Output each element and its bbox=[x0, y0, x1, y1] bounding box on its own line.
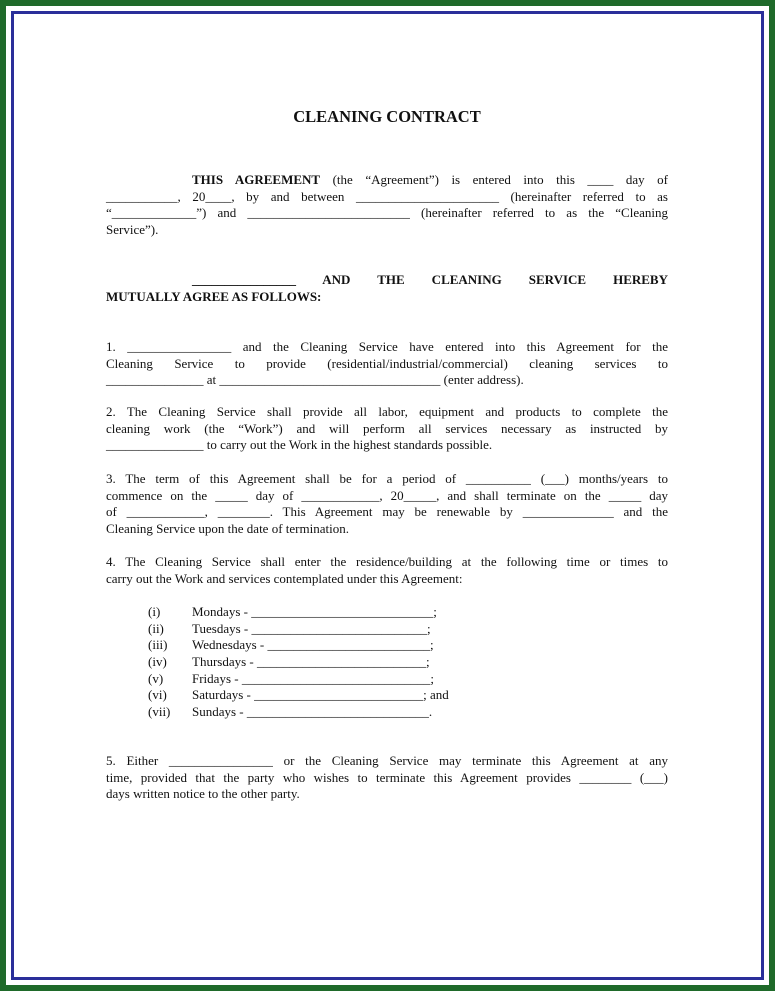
clause-5-line-3: days written notice to the other party. bbox=[106, 786, 300, 802]
schedule-row-friday bbox=[148, 671, 548, 688]
intro-line-4: Service”). bbox=[106, 222, 159, 238]
schedule-num: (vi) bbox=[148, 687, 167, 703]
intro-line-2: ___________, 20____, by and between ______________________ (hereinafter referred to as bbox=[106, 188, 668, 204]
mutual-agreement-heading bbox=[106, 272, 668, 305]
clause-3-line-4: Cleaning Service upon the date of termination. bbox=[106, 521, 349, 537]
clause-1-line-2: Cleaning Service to provide (residential/industrial/commercial) cleaning services to bbox=[106, 355, 668, 371]
clause-5 bbox=[106, 753, 668, 803]
clause-3-line-1: 3. The term of this Agreement shall be for a period of __________ (___) months/years to bbox=[106, 471, 668, 486]
intro-line-1-text: (the “Agreement”) is entered into this ____ day of bbox=[320, 172, 668, 187]
schedule-text: Fridays - _____________________________; bbox=[192, 670, 434, 686]
clause-5-line-2: time, provided that the party who wishes to terminate this Agreement provides ________ (___) bbox=[106, 769, 668, 785]
schedule-row-monday bbox=[148, 604, 548, 621]
schedule-list bbox=[148, 604, 548, 721]
clause-2-line-2: cleaning work (the “Work”) and will perform all services necessary as instructed by bbox=[106, 420, 668, 436]
schedule-text: Mondays - ____________________________; bbox=[192, 604, 437, 619]
schedule-text: Saturdays - __________________________; and bbox=[192, 687, 449, 703]
clause-2-line-1: 2. The Cleaning Service shall provide all labor, equipment and products to complete the bbox=[106, 404, 668, 419]
clause-1-line-3: _______________ at __________________________________ (enter address). bbox=[106, 372, 524, 388]
schedule-text: Sundays - ____________________________. bbox=[192, 704, 433, 720]
clause-5-line-1: 5. Either ________________ or the Cleaning Service may terminate this Agreement at any bbox=[106, 753, 668, 768]
clause-4-line-1: 4. The Cleaning Service shall enter the residence/building at the following time or times to bbox=[106, 554, 668, 569]
schedule-row-wednesday bbox=[148, 637, 548, 654]
document-title: CLEANING CONTRACT bbox=[293, 107, 481, 126]
schedule-row-saturday bbox=[148, 687, 548, 704]
clause-4 bbox=[106, 554, 668, 587]
intro-line-1 bbox=[106, 172, 668, 189]
clause-3-line-2: commence on the _____ day of ____________, 20_____, and shall terminate on the _____ day bbox=[106, 487, 668, 503]
schedule-row-sunday bbox=[148, 704, 548, 721]
clause-2 bbox=[106, 404, 668, 454]
clause-1 bbox=[106, 339, 668, 389]
schedule-row-thursday bbox=[148, 654, 548, 671]
clause-2-line-3: _______________ to carry out the Work in the highest standards possible. bbox=[106, 437, 493, 453]
intro-lead: THIS AGREEMENT bbox=[192, 172, 321, 187]
schedule-row-tuesday bbox=[148, 621, 548, 638]
schedule-num: (iv) bbox=[148, 654, 167, 670]
clause-1-line-1: 1. ________________ and the Cleaning Service have entered into this Agreement for the bbox=[106, 339, 668, 354]
schedule-num: (iii) bbox=[148, 637, 168, 653]
schedule-text: Wednesdays - _________________________; bbox=[192, 637, 434, 653]
mutual-line-1: ________________ AND THE CLEANING SERVICE HEREBY bbox=[192, 272, 668, 287]
schedule-num: (vii) bbox=[148, 704, 171, 720]
clause-3 bbox=[106, 471, 668, 538]
mutual-line-2: MUTUALLY AGREE AS FOLLOWS: bbox=[106, 288, 322, 304]
schedule-num: (v) bbox=[148, 670, 164, 686]
clause-3-line-3: of ____________, ________. This Agreement may be renewable by ______________ and the bbox=[106, 504, 668, 520]
clause-4-line-2: carry out the Work and services contemplated under this Agreement: bbox=[106, 570, 463, 586]
schedule-num: (i) bbox=[148, 604, 161, 619]
intro-line-3: “_____________”) and _________________________ (hereinafter referred to as the “Cleaning bbox=[106, 205, 668, 221]
schedule-text: Tuesdays - ___________________________; bbox=[192, 620, 431, 636]
intro-paragraph bbox=[106, 172, 668, 239]
schedule-text: Thursdays - __________________________; bbox=[192, 654, 430, 670]
schedule-num: (ii) bbox=[148, 620, 164, 636]
